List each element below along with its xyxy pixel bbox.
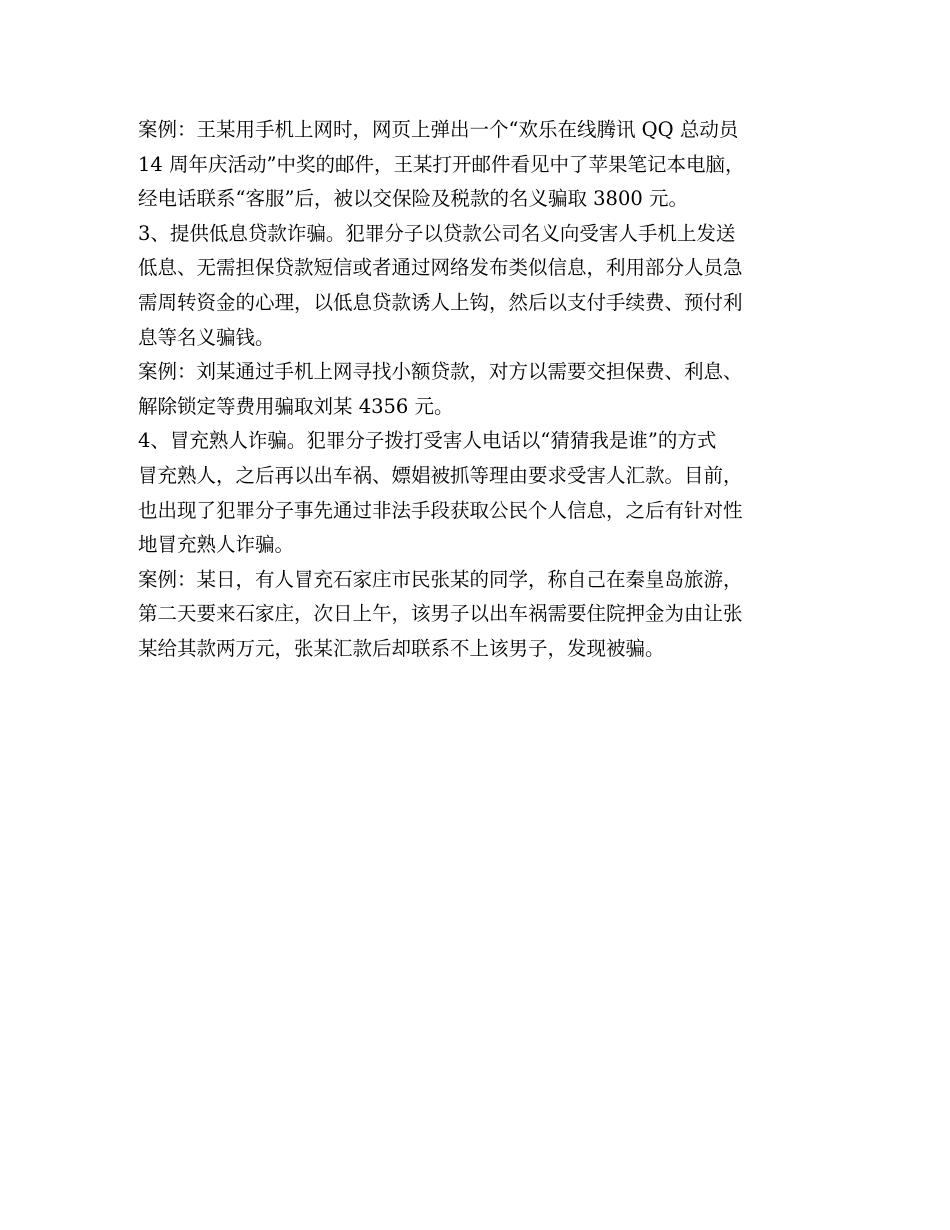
text-line: 案例：某日，有人冒充石家庄市民张某的同学，称自己在秦皇岛旅游， — [138, 567, 743, 591]
text-line: 解除锁定等费用骗取刘某 4356 元。 — [138, 394, 454, 418]
text-line: 息等名义骗钱。 — [138, 325, 275, 349]
text-line: 14 周年庆活动”中奖的邮件，王某打开邮件看见中了苹果笔记本电脑， — [138, 152, 745, 176]
text-line: 低息、无需担保贷款短信或者通过网络发布类似信息，利用部分人员急 — [138, 256, 743, 280]
text-line: 某给其款两万元，张某汇款后却联系不上该男子，发现被骗。 — [138, 636, 665, 660]
document-body — [138, 113, 828, 667]
text-line: 3、提供低息贷款诈骗。犯罪分子以贷款公司名义向受害人手机上发送 — [138, 221, 736, 245]
text-line: 需周转资金的心理，以低息贷款诱人上钩，然后以支付手续费、预付利 — [138, 290, 743, 314]
text-line: 经电话联系“客服”后，被以交保险及税款的名义骗取 3800 元。 — [138, 187, 688, 211]
text-line: 地冒充熟人诈骗。 — [138, 533, 295, 557]
text-line: 案例：刘某通过手机上网寻找小额贷款，对方以需要交担保费、利息、 — [138, 360, 743, 384]
text-line: 冒充熟人，之后再以出车祸、嫖娼被抓等理由要求受害人汇款。目前， — [138, 463, 743, 487]
text-line: 4、冒充熟人诈骗。犯罪分子拨打受害人电话以“猜猜我是谁”的方式 — [138, 429, 717, 453]
text-line: 案例：王某用手机上网时，网页上弹出一个“欢乐在线腾讯 QQ 总动员 — [138, 118, 739, 141]
text-line: 也出现了犯罪分子事先通过非法手段获取公民个人信息，之后有针对性 — [138, 498, 743, 522]
text-line: 第二天要来石家庄，次日上午，该男子以出车祸需要住院押金为由让张 — [138, 602, 743, 626]
